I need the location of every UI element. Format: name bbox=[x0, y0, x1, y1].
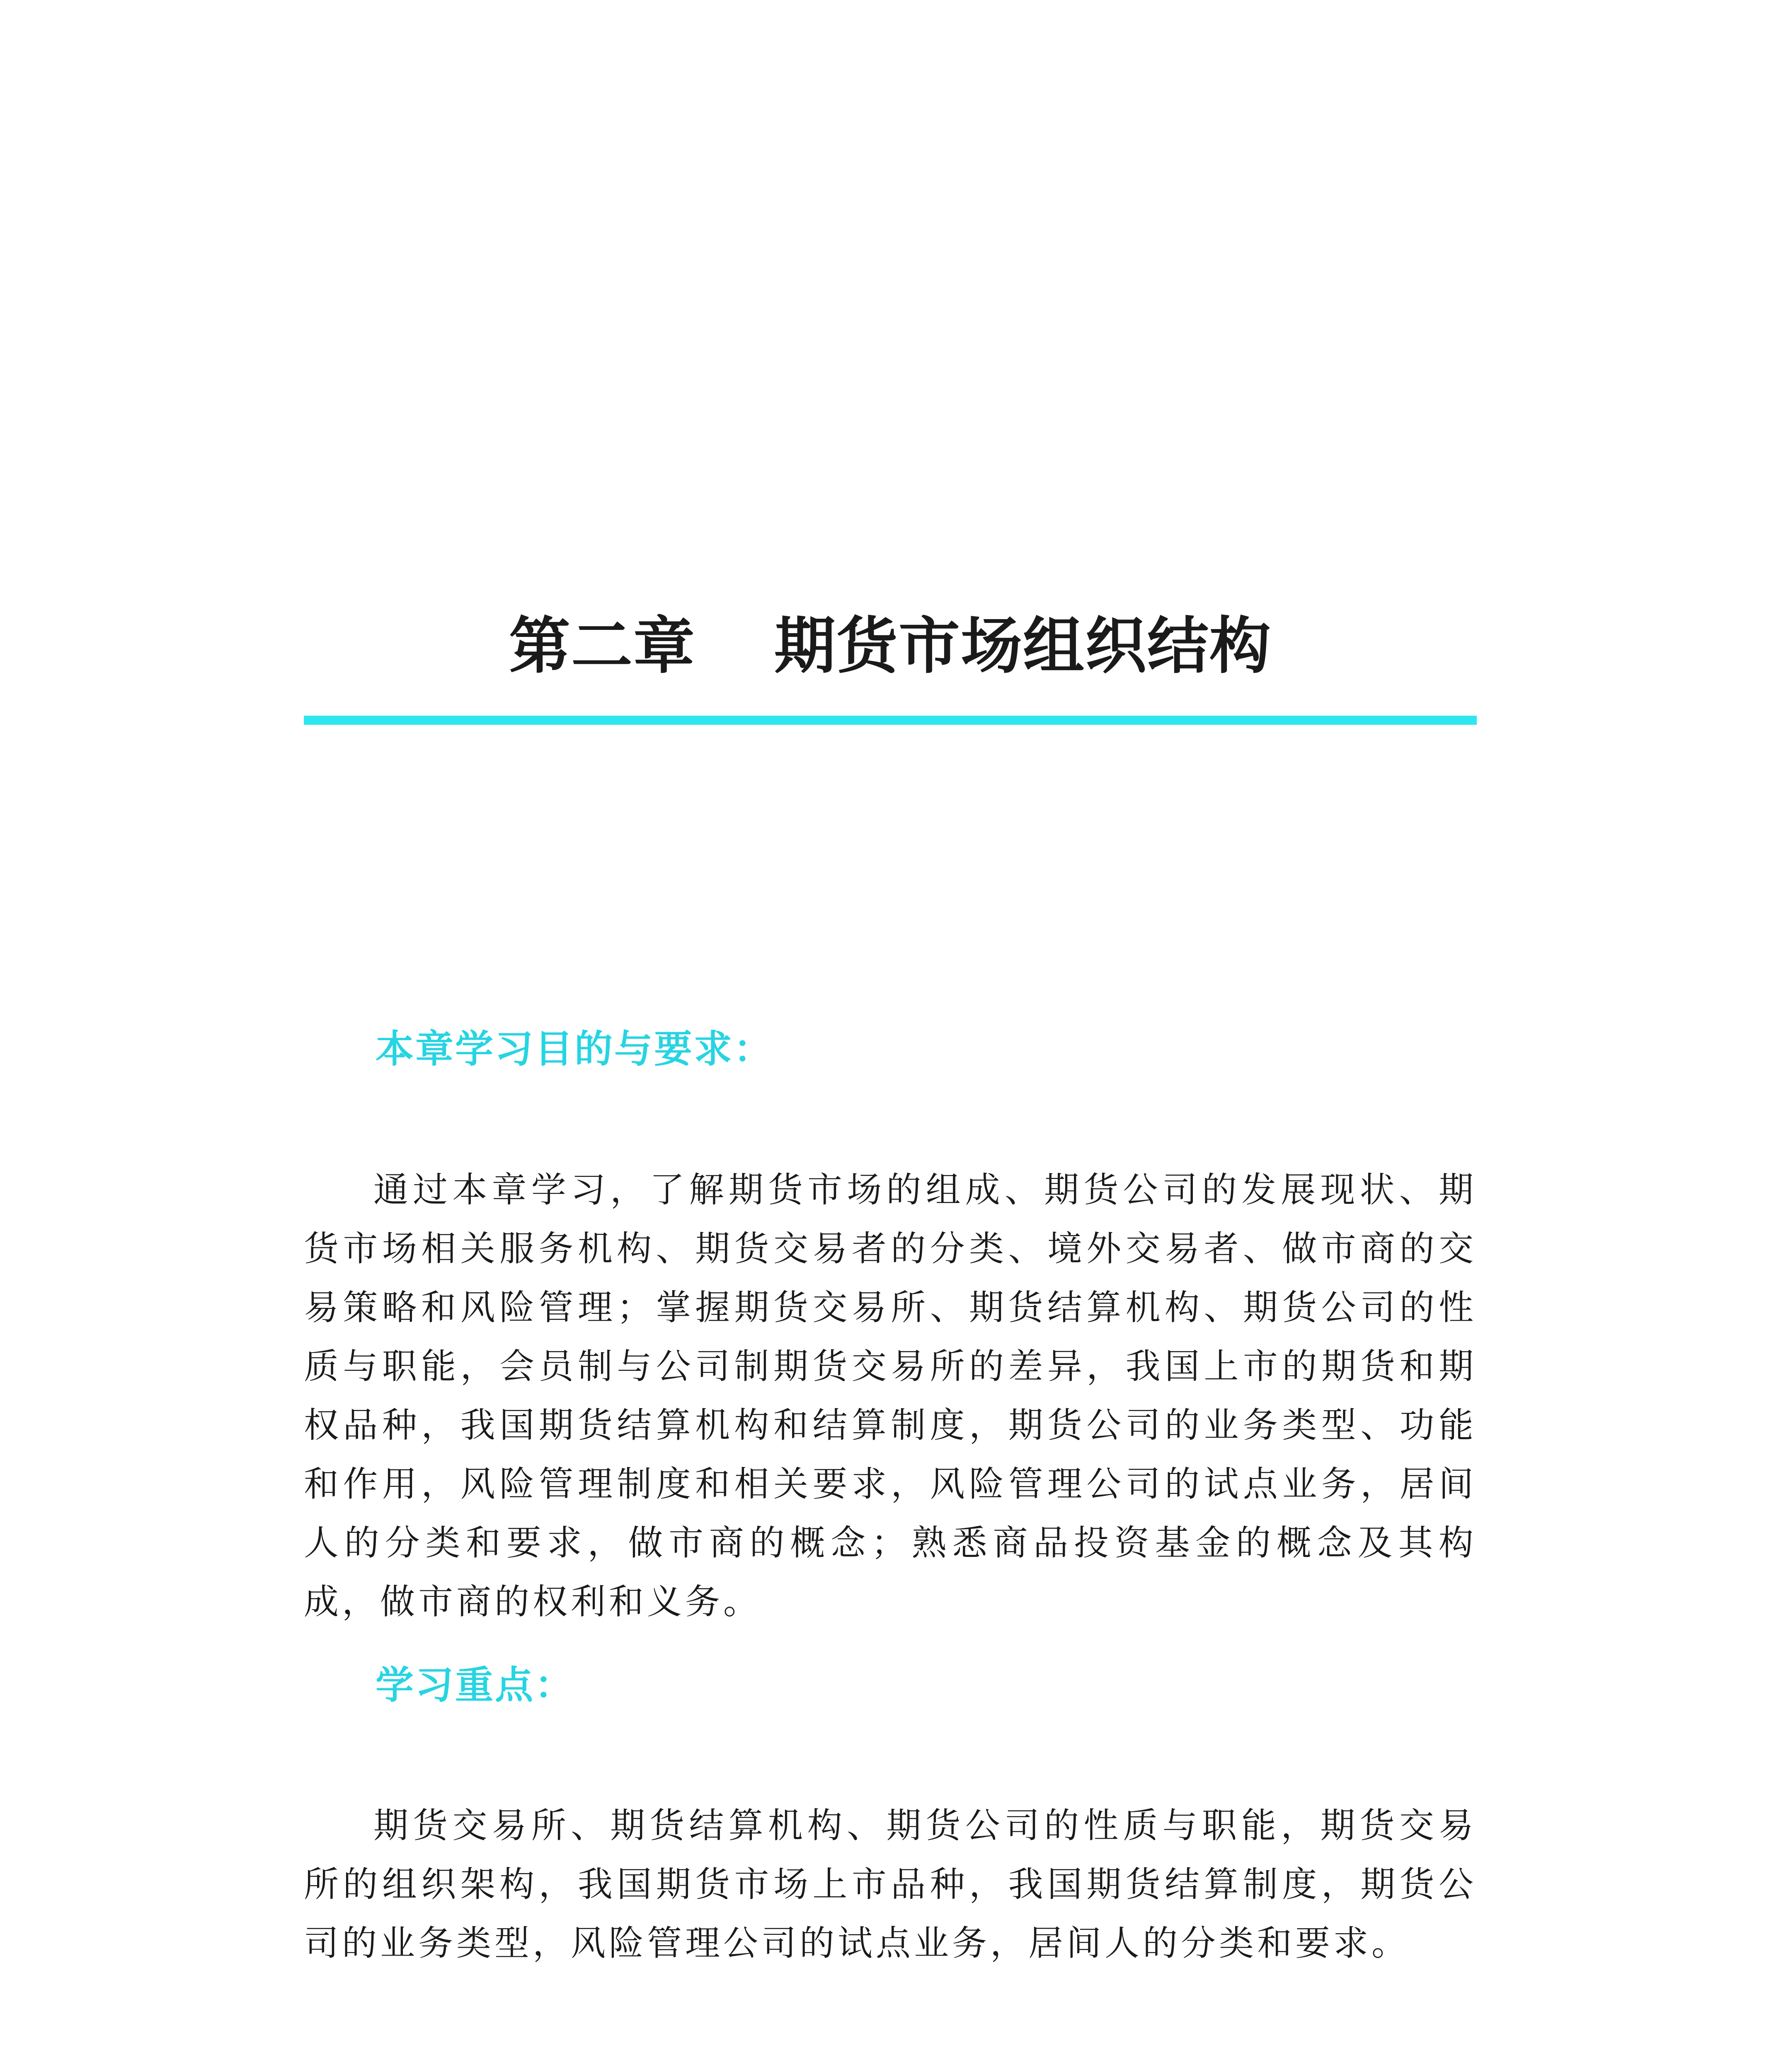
chapter-number: 第二章 bbox=[509, 610, 695, 682]
key-points-paragraph: 期货交易所、期货结算机构、期货公司的性质与职能，期货交易所的组织架构，我国期货市场上市品种，我国期货结算制度，期货公司的业务类型，风险管理公司的试点业务，居间人的分类和要求。 bbox=[304, 1805, 1477, 1963]
title-underline bbox=[304, 716, 1477, 725]
objectives-heading: 本章学习目的与要求： bbox=[376, 1027, 774, 1071]
key-points-heading: 学习重点： bbox=[376, 1663, 575, 1707]
chapter-name: 期货市场组织结构 bbox=[774, 610, 1272, 682]
chapter-title bbox=[304, 609, 1477, 683]
objectives-paragraph: 通过本章学习，了解期货市场的组成、期货公司的发展现状、期货市场相关服务机构、期货交易者的分类、境外交易者、做市商的交易策略和风险管理；掌握期货交易所、期货结算机构、期货公司的性质与职能，会员制与公司制期货交易所的差异，我国上市的期货和期权品种，我国期货结算机构和结算制度，期货公司的业务类型、功能和作用，风险管理制度和相关要求，风险管理公司的试点业务，居间人的分类和要求，做市商的概念；熟悉商品投资基金的概念及其构成，做市商的权利和义务。 bbox=[304, 1169, 1477, 1622]
